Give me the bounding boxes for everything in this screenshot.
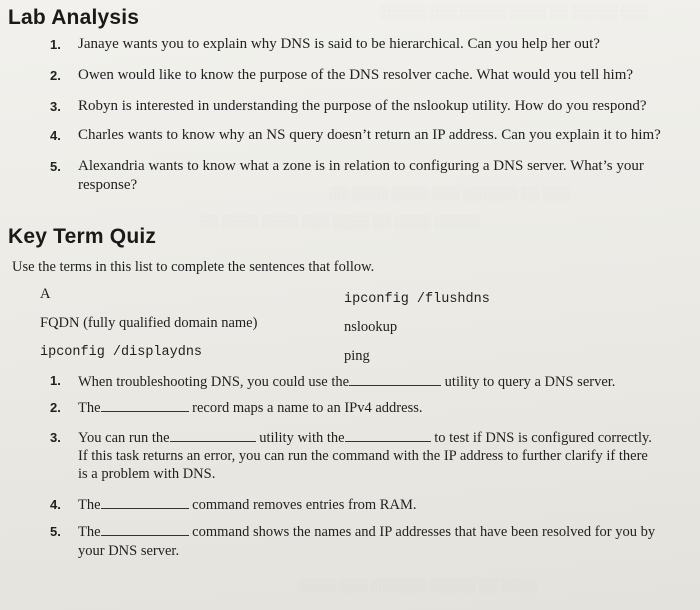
bleed-through-text: ░░░ ░░░░░ ░░ ░░░░ ░░░░░ ░░░ ░░░░░ (380, 4, 649, 19)
question-text: Owen would like to know the purpose of the DNS resolver cache. What would you tell him? (78, 67, 634, 83)
sentence-3-line-2: If this task returns an error, you can run the command with the IP address to further clarify if there (78, 448, 648, 464)
question-number: 2. (50, 68, 61, 83)
key-term-quiz-heading: Key Term Quiz (8, 225, 157, 248)
lab-question-2 (50, 66, 690, 86)
question-text: Charles wants to know why an NS query doesn’t return an IP address. Can you explain it to him? (78, 127, 661, 143)
sentence-text: record maps a name to an IPv4 address. (192, 400, 423, 416)
sentence-number: 5. (50, 524, 61, 539)
sentence-3 (78, 429, 652, 447)
question-text: Robyn is interested in understanding the purpose of the nslookup utility. How do you respond? (78, 98, 647, 114)
answer-blank[interactable] (101, 523, 189, 536)
term-fqdn: FQDN (fully qualified domain name) (40, 315, 258, 331)
sentence-text: utility with the (259, 430, 345, 446)
sentence-text: to test if DNS is configured correctly. (434, 430, 652, 446)
sentence-text: You can run the (78, 430, 170, 446)
term-a: A (40, 286, 51, 302)
question-number: 1. (50, 37, 61, 52)
bleed-through-text: ░░░░ ░░ ░░░░░ ░░░░░░ ░░░ ░░░░ (300, 578, 538, 593)
sentence-text: When troubleshooting DNS, you could use the (78, 374, 350, 390)
bleed-through-text: ░░░ ░░ ░░░░░░ ░░░ ░░░░ ░░░░ ░░ (330, 186, 571, 201)
question-text-continued: response? (78, 177, 138, 193)
sentence-5 (78, 523, 655, 541)
sentence-number: 2. (50, 400, 61, 415)
lab-question-3 (50, 97, 690, 117)
lab-question-5 (50, 157, 690, 197)
sentence-4 (78, 496, 416, 514)
term-ping: ping (344, 348, 370, 364)
question-text: Janaye wants you to explain why DNS is said to be hierarchical. Can you help her out? (78, 36, 600, 52)
sentence-text: command removes entries from RAM. (192, 497, 417, 513)
sentence-2 (78, 399, 423, 417)
question-number: 3. (50, 99, 61, 114)
sentence-text: command shows the names and IP addresses that have been resolved for you by (192, 524, 656, 540)
question-text: Alexandria wants to know what a zone is in relation to configuring a DNS server. What’s your (78, 158, 644, 174)
term-ipconfig-displaydns: ipconfig /displaydns (40, 345, 203, 360)
sentence-text: The (78, 400, 101, 416)
lab-question-4 (50, 126, 690, 146)
quiz-instructions: Use the terms in this list to complete the sentences that follow. (12, 259, 375, 275)
answer-blank[interactable] (101, 399, 189, 412)
bleed-through-text: ░░░░░ ░░░░ ░░ ░░░░ ░░░ ░░░░ ░░░░ ░░ (200, 214, 481, 229)
sentence-text: The (78, 524, 101, 540)
sentence-number: 4. (50, 497, 61, 512)
answer-blank[interactable] (349, 373, 441, 386)
question-number: 4. (50, 128, 61, 143)
lab-question-1 (50, 35, 690, 55)
sentence-text: utility to query a DNS server. (444, 374, 616, 390)
sentence-number: 1. (50, 373, 61, 388)
answer-blank[interactable] (101, 496, 189, 509)
term-nslookup: nslookup (344, 319, 398, 335)
lab-analysis-heading: Lab Analysis (8, 6, 140, 29)
sentence-5-line-2: your DNS server. (78, 543, 180, 559)
sentence-3-line-3: is a problem with DNS. (78, 466, 216, 482)
sentence-number: 3. (50, 430, 61, 445)
answer-blank[interactable] (170, 429, 256, 442)
question-number: 5. (50, 159, 61, 174)
sentence-1 (78, 373, 615, 391)
answer-blank[interactable] (345, 429, 431, 442)
term-ipconfig-flushdns: ipconfig /flushdns (344, 292, 490, 307)
sentence-text: The (78, 497, 101, 513)
